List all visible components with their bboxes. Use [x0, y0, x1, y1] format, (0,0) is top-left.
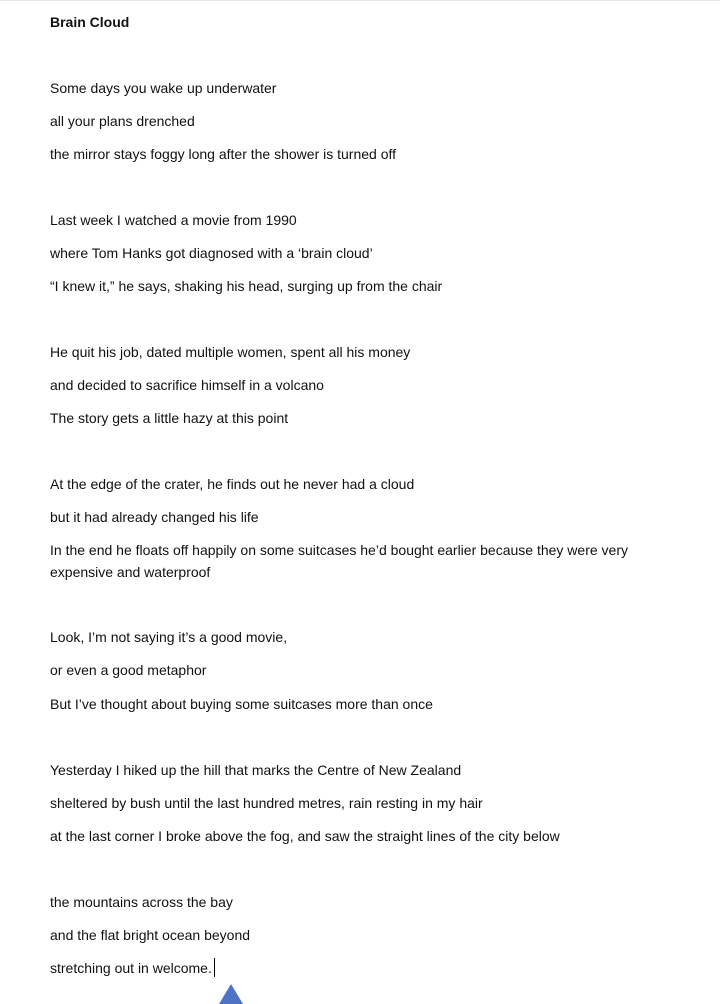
poem-line: where Tom Hanks got diagnosed with a ‘brain cloud’ [50, 245, 373, 261]
poem-line: and decided to sacrifice himself in a volcano [50, 377, 324, 393]
poem-line: the mirror stays foggy long after the shower is turned off [50, 146, 397, 162]
poem-line: “I knew it,” he says, shaking his head, surging up from the chair [50, 278, 443, 294]
poem-line: Some days you wake up underwater [50, 80, 277, 96]
poem-line: The story gets a little hazy at this point [50, 410, 289, 426]
poem-last-line [50, 958, 680, 978]
poem-line: He quit his job, dated multiple women, spent all his money [50, 344, 411, 360]
text-cursor-icon [214, 958, 216, 977]
triangle-marker-icon[interactable] [219, 984, 243, 1004]
poem-line: or even a good metaphor [50, 662, 207, 678]
poem-line: Last week I watched a movie from 1990 [50, 212, 297, 228]
poem-line-text: stretching out in welcome. [50, 960, 212, 976]
poem-line: sheltered by bush until the last hundred metres, rain resting in my hair [50, 795, 483, 811]
poem-line: and the flat bright ocean beyond [50, 927, 251, 943]
poem-line: the mountains across the bay [50, 894, 233, 910]
document-page[interactable] [50, 12, 680, 978]
poem-line: all your plans drenched [50, 113, 195, 129]
poem-line: In the end he floats off happily on some suitcases he’d bought earlier because they were very expensive and waterproof [50, 542, 628, 580]
poem-line: But I’ve thought about buying some suitcases more than once [50, 696, 433, 712]
poem-title: Brain Cloud [50, 14, 130, 30]
poem-line: Look, I’m not saying it’s a good movie, [50, 629, 288, 645]
page-top-edge [0, 0, 720, 1]
poem-line: At the edge of the crater, he finds out he never had a cloud [50, 476, 415, 492]
poem-line: Yesterday I hiked up the hill that marks the Centre of New Zealand [50, 762, 462, 778]
poem-line: but it had already changed his life [50, 509, 259, 525]
poem-line: at the last corner I broke above the fog, and saw the straight lines of the city below [50, 828, 560, 844]
